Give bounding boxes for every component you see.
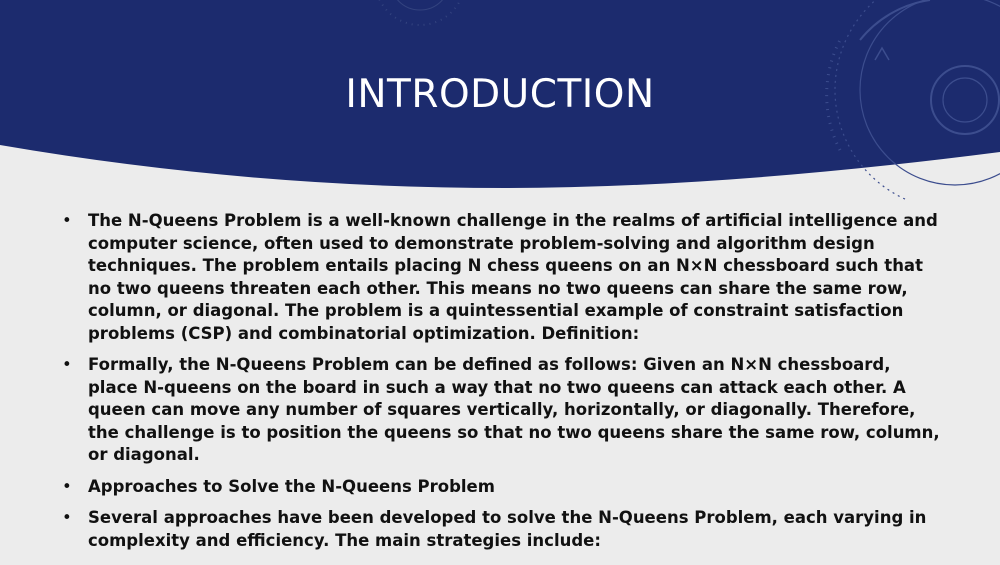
bullet-text: The N-Queens Problem is a well-known challenge in the realms of artificial intelligence and computer science, often used to demonstrate problem-solving and algorithm design techniques. The problem entails placing N chess queens on an N×N chessboard such that no two queens threaten each other. This means no two queens can share the same row, column, or diagonal. The problem is a quintessential example of constraint satisfaction problems (CSP) and combinatorial optimization. Definition: (88, 211, 938, 343)
bullet-marker: • (62, 211, 72, 230)
bullet-list (60, 210, 940, 561)
bullet-text: Formally, the N-Queens Problem can be defined as follows: Given an N×N chessboard, place N-queens on the board in such a way that no two queens can attack each other. A queen can move any number of squares vertically, horizontally, or diagonally. Therefore, the challenge is to position the queens so that no two queens share the same row, column, or diagonal. (88, 355, 940, 464)
bullet-item (60, 354, 940, 467)
bullet-marker: • (62, 476, 72, 496)
bullet-item (60, 210, 940, 345)
bullet-item (60, 507, 940, 552)
bullet-text: Approaches to Solve the N-Queens Problem (88, 476, 495, 496)
bullet-marker: • (62, 508, 72, 527)
slide-title: INTRODUCTION (345, 72, 655, 117)
bullet-item (60, 476, 940, 499)
bullet-marker: • (62, 355, 72, 374)
bullet-text: Several approaches have been developed to solve the N-Queens Problem, each varying in complexity and efficiency. The main strategies include: (88, 508, 927, 550)
